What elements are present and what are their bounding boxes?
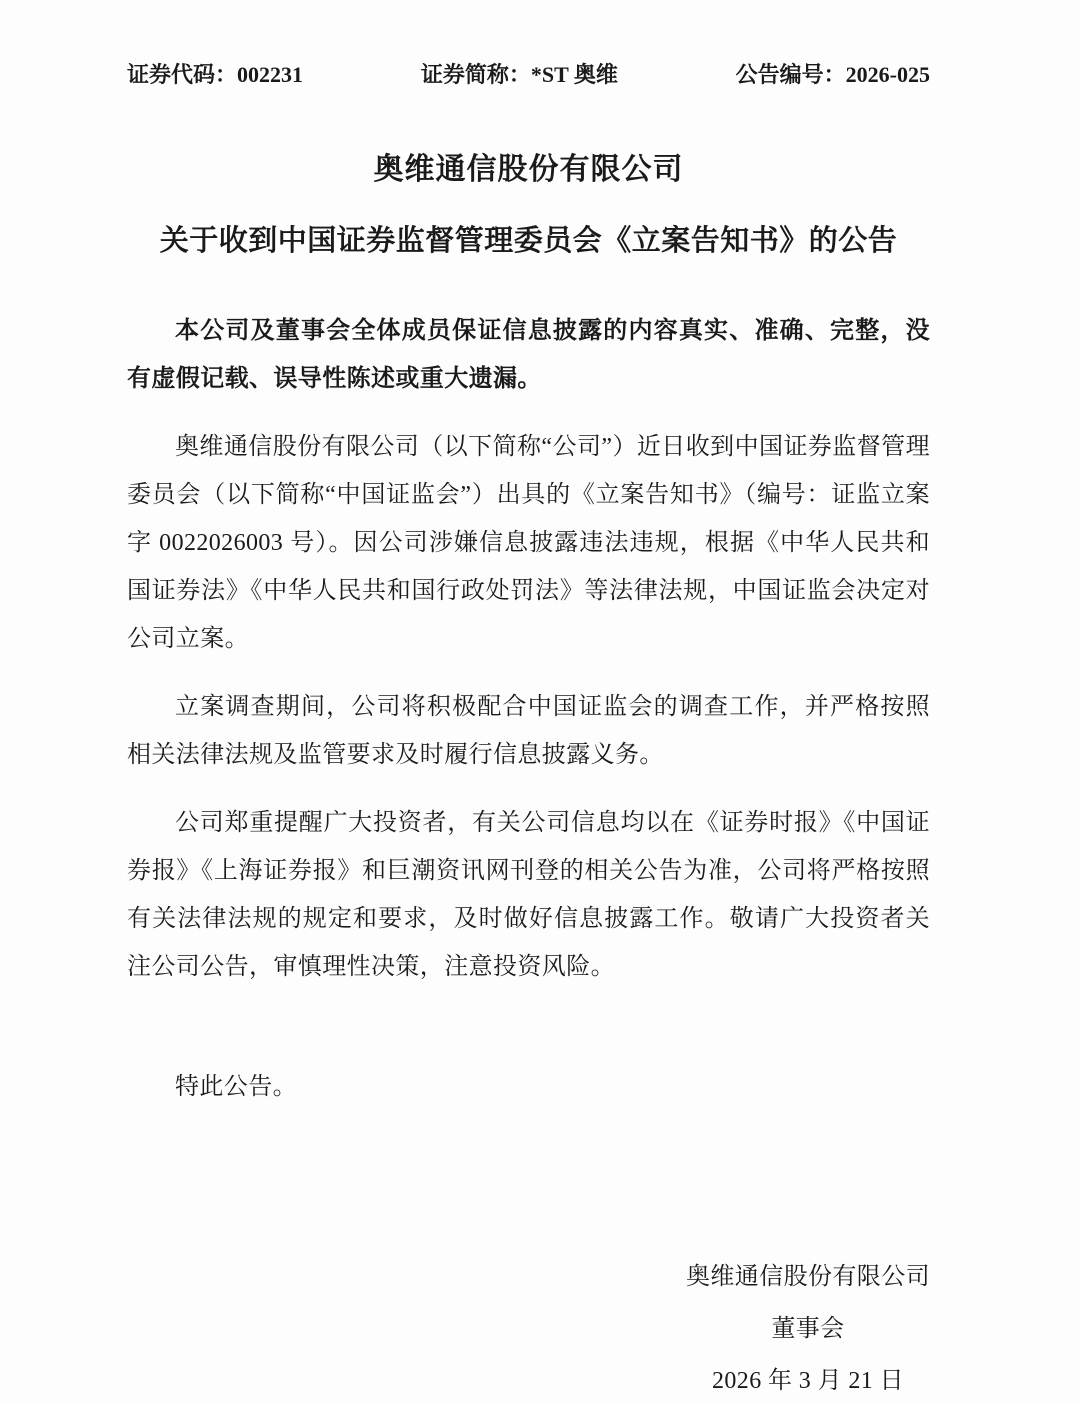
signature-date: 2026 年 3 月 21 日 xyxy=(712,1368,904,1394)
stock-abbreviation: 证券简称：*ST 奥维 xyxy=(420,62,618,87)
signature-inner xyxy=(686,1251,930,1402)
announcement-title: 关于收到中国证券监督管理委员会《立案告知书》的公告 xyxy=(159,225,898,257)
paragraph-investigation-cooperation: 立案调查期间，公司将积极配合中国证监会的调查工作，并严格按照相关法律法规及监管要求及时履行信息披露义务。 xyxy=(127,694,930,768)
company-name-title: 奥维通信股份有限公司 xyxy=(373,153,684,186)
closing-note: 特此公告。 xyxy=(175,1074,297,1100)
paragraph-investor-reminder: 公司郑重提醒广大投资者，有关公司信息均以在《证券时报》《中国证券报》《上海证券报》和巨潮资讯网刊登的相关公告为准，公司将严格按照有关法律法规的规定和要求，及时做好信息披露工作。敬请广大投资者关注公司公告，审慎理性决策，注意投资风险。 xyxy=(127,810,930,980)
signature-company: 奥维通信股份有限公司 xyxy=(686,1264,930,1290)
stock-code: 证券代码：002231 xyxy=(127,62,304,87)
announcement-number: 公告编号：2026-025 xyxy=(735,62,930,87)
signature-block xyxy=(127,1251,930,1402)
board-truthfulness-statement: 本公司及董事会全体成员保证信息披露的内容真实、准确、完整，没有虚假记载、误导性陈述或重大遗漏。 xyxy=(127,318,930,392)
document-header xyxy=(127,58,930,89)
signature-board: 董事会 xyxy=(771,1316,845,1342)
paragraph-case-filing-notice: 奥维通信股份有限公司（以下简称“公司”）近日收到中国证券监督管理委员会（以下简称“中国证监会”）出具的《立案告知书》（编号：证监立案字 0022026003 号）。因公司涉嫌信息披露违法违规，根据《中华人民共和国证券法》《中华人民共和国行政处罚法》等法律法规，中国证监会决定对公司立案。 xyxy=(127,434,930,652)
